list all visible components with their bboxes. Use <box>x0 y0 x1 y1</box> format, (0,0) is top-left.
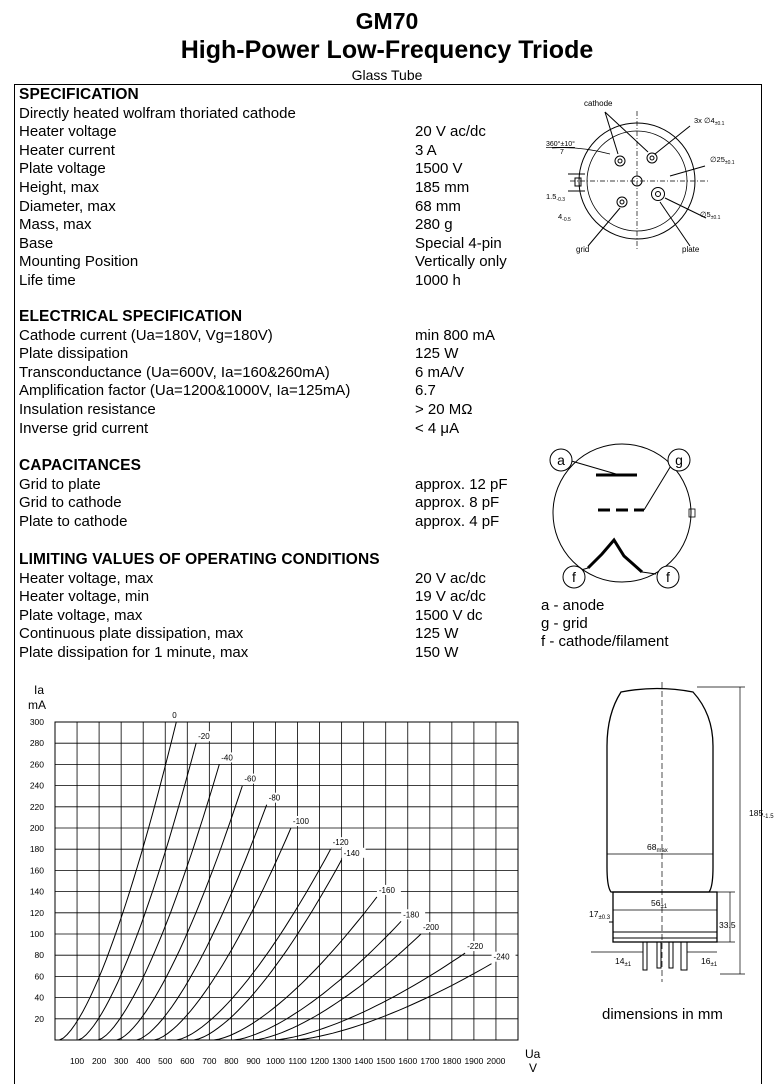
glass-bulb <box>607 689 713 893</box>
x-axis-label: Ua <box>525 1047 541 1061</box>
curve-line <box>137 805 267 1040</box>
curve-label: -80 <box>268 793 281 803</box>
curve-line <box>98 764 219 1040</box>
y-tick-label: 40 <box>34 992 44 1003</box>
curve-label: -100 <box>292 817 309 826</box>
spec-value: approx. 4 pF <box>415 512 500 530</box>
base-label-dim4: $4_{-0.5}$ <box>558 212 571 223</box>
spec-label: Grid to plate <box>19 475 101 493</box>
dimensions-caption: dimensions in mm <box>602 1006 723 1023</box>
dim-key: $17_{\pm 0.3}$ <box>589 909 611 921</box>
spec-label: Mass, max <box>19 216 92 234</box>
x-tick-label: 600 <box>180 1056 195 1066</box>
pin-cathode-2 <box>647 153 657 163</box>
y-tick-label: 80 <box>34 950 44 961</box>
spec-label: Life time <box>19 272 76 289</box>
base-label-dim15: $1.5_{-0.3}$ <box>546 192 566 203</box>
y-tick-label: 100 <box>29 929 44 939</box>
spec-label: Grid to cathode <box>19 494 122 512</box>
section-heading: CAPACITANCES <box>19 457 142 474</box>
spec-label: Plate dissipation <box>19 345 129 363</box>
x-tick-label: 1700 <box>420 1056 440 1066</box>
base-diagram <box>540 96 740 266</box>
spec-value: 19 V ac/dc <box>415 588 486 606</box>
x-tick-label: 800 <box>224 1056 239 1066</box>
filament <box>588 540 642 572</box>
y-tick-label: 160 <box>29 865 44 876</box>
curve-label: 0 <box>172 711 177 720</box>
spec-value: approx. 8 pF <box>415 494 500 512</box>
x-tick-label: 100 <box>69 1056 85 1066</box>
tube-title: GM70 <box>355 8 419 34</box>
y-tick-label: 180 <box>29 844 44 855</box>
spec-label: Plate dissipation for 1 minute, max <box>19 644 249 661</box>
spec-label: Plate voltage <box>19 160 106 178</box>
pin-plate <box>652 188 665 201</box>
spec-value: Special 4-pin <box>415 234 502 252</box>
curve-label: -240 <box>493 952 510 962</box>
section-heading: ELECTRICAL SPECIFICATION <box>19 308 243 325</box>
tube-type: Glass Tube <box>351 67 423 83</box>
spec-label: Heater current <box>19 141 115 159</box>
curve-label: -60 <box>244 774 256 784</box>
spec-value: 1500 V dc <box>415 606 483 624</box>
y-tick-label: 220 <box>29 801 44 812</box>
spec-value: 6.7 <box>415 382 436 400</box>
x-tick-label: 400 <box>136 1056 151 1066</box>
spec-value: 150 W <box>415 644 459 661</box>
characteristics-chart <box>14 682 554 1082</box>
symbol-label-f2: f <box>666 569 670 585</box>
base-label-plate: plate <box>682 245 700 254</box>
spec-value: < 4 μA <box>415 419 460 437</box>
symbol-label-a: a <box>557 452 565 468</box>
spec-label: Insulation resistance <box>19 401 156 418</box>
spec-label: Base <box>19 234 54 252</box>
x-tick-label: 1600 <box>398 1056 418 1066</box>
dim-pin-right: $16_{\pm 1}$ <box>701 956 718 968</box>
y-tick-label: 260 <box>29 759 44 770</box>
spec-label: Heater voltage, min <box>19 588 150 606</box>
base-label-angle-div: 7 <box>560 149 564 156</box>
y-tick-label: 60 <box>34 971 44 982</box>
spec-value: approx. 12 pF <box>415 475 508 493</box>
dim-base-height: 33.5 <box>719 920 736 930</box>
spec-value: 3 A <box>415 141 437 159</box>
y-tick-label: 140 <box>29 886 44 897</box>
spec-label: Plate to cathode <box>19 512 128 530</box>
pin-2 <box>657 942 661 968</box>
spec-value: 125 W <box>415 345 459 363</box>
spec-label: Heater voltage, max <box>19 569 154 587</box>
curve-label: -180 <box>403 910 420 920</box>
section-heading: LIMITING VALUES OF OPERATING CONDITIONS <box>19 551 380 568</box>
pin-3 <box>669 942 673 968</box>
spec-label: Height, max <box>19 179 100 196</box>
spec-value: 280 g <box>415 216 453 234</box>
curve-label: -120 <box>332 838 349 848</box>
x-tick-label: 1200 <box>310 1056 330 1066</box>
x-tick-label: 300 <box>114 1056 129 1066</box>
spec-value: 68 mm <box>415 197 461 215</box>
curve-label: -40 <box>221 753 233 763</box>
x-tick-label: 500 <box>158 1056 173 1066</box>
spec-value: 125 W <box>415 625 459 643</box>
x-tick-label: 1400 <box>354 1056 374 1066</box>
spec-value: 20 V ac/dc <box>415 569 486 587</box>
base-label-holes: 3x $\emptyset 4_{\pm 0.1}$ <box>694 116 725 127</box>
tube-symbol <box>544 444 704 594</box>
y-tick-label: 280 <box>29 738 44 749</box>
symbol-label-f1: f <box>572 569 576 585</box>
section-heading: SPECIFICATION <box>19 86 139 103</box>
spec-value: 6 mA/V <box>415 363 465 381</box>
y-axis-unit: mA <box>28 698 46 712</box>
spec-value: 1000 h <box>415 272 461 289</box>
spec-label: Continuous plate dissipation, max <box>19 625 244 643</box>
tube-base <box>613 892 717 942</box>
curve-label: -20 <box>198 732 210 742</box>
base-label-angle: 360°±10° <box>546 141 575 148</box>
y-tick-label: 300 <box>29 717 44 727</box>
plot-frame <box>55 722 518 1040</box>
base-label-dia5: $\emptyset 5_{\pm 0.1}$ <box>700 210 721 221</box>
x-tick-label: 1300 <box>332 1056 352 1066</box>
symbol-label-g: g <box>675 452 683 468</box>
pin-cathode-1 <box>615 156 625 166</box>
y-tick-label: 20 <box>34 1013 44 1024</box>
pin-4 <box>681 942 687 970</box>
dim-base-diameter: $56_{\pm 1}$ <box>651 898 668 910</box>
spec-value: min 800 mA <box>415 326 496 344</box>
x-axis-unit: V <box>529 1061 538 1075</box>
spec-value: 20 V ac/dc <box>415 123 486 141</box>
spec-label: Heater voltage <box>19 123 117 141</box>
dim-height: $185_{-1.5}$ <box>749 808 774 820</box>
x-tick-label: 900 <box>246 1056 261 1066</box>
curve-line <box>234 921 402 1040</box>
legend-filament: f - cathode/filament <box>541 633 669 650</box>
spec-value: Vertically only <box>415 253 507 271</box>
spec-label: Transconductance (Ua=600V, Ia=160&260mA) <box>19 363 330 381</box>
dim-pin-left: $14_{\pm 1}$ <box>615 956 632 968</box>
base-label-dia25: $\emptyset 25_{\pm 0.1}$ <box>710 155 735 166</box>
spec-label: Inverse grid current <box>19 419 149 437</box>
spec-label: Directly heated wolfram thoriated cathode <box>19 104 296 122</box>
x-tick-label: 1500 <box>376 1056 396 1066</box>
tube-outline <box>585 682 774 982</box>
dim-diameter: $68_{max}$ <box>647 842 668 854</box>
spec-label: Diameter, max <box>19 197 116 215</box>
base-label-grid: grid <box>576 245 590 254</box>
y-tick-label: 240 <box>29 780 44 791</box>
x-tick-label: 1000 <box>266 1056 285 1066</box>
x-tick-label: 1100 <box>288 1056 307 1066</box>
curve-line <box>273 953 465 1040</box>
tube-subtitle: High-Power Low-Frequency Triode <box>180 36 594 64</box>
legend-anode: a - anode <box>541 597 605 614</box>
curve-label: -160 <box>378 885 395 895</box>
x-tick-label: 700 <box>202 1056 217 1066</box>
spec-value: > 20 MΩ <box>415 401 473 418</box>
x-tick-label: 1900 <box>464 1056 484 1066</box>
y-tick-label: 200 <box>29 823 44 833</box>
spec-label: Plate voltage, max <box>19 606 143 624</box>
curve-label: -140 <box>343 848 360 858</box>
curve-label: -220 <box>467 942 484 952</box>
pin-grid <box>617 197 627 207</box>
base-label-cathode: cathode <box>584 99 613 108</box>
y-tick-label: 120 <box>29 907 44 918</box>
x-tick-label: 2000 <box>486 1056 506 1066</box>
pin-1 <box>643 942 647 970</box>
spec-label: Cathode current (Ua=180V, Vg=180V) <box>19 326 273 344</box>
spec-label: Amplification factor (Ua=1200&1000V, Ia=125mA) <box>19 382 351 400</box>
y-axis-label: Ia <box>34 683 45 697</box>
spec-value: 185 mm <box>415 179 470 196</box>
spec-value: 1500 V <box>415 160 463 178</box>
curve-label: -200 <box>422 923 440 932</box>
legend-grid: g - grid <box>541 615 588 632</box>
x-tick-label: 200 <box>92 1056 107 1066</box>
x-tick-label: 1800 <box>442 1056 462 1066</box>
spec-label: Mounting Position <box>19 253 139 271</box>
